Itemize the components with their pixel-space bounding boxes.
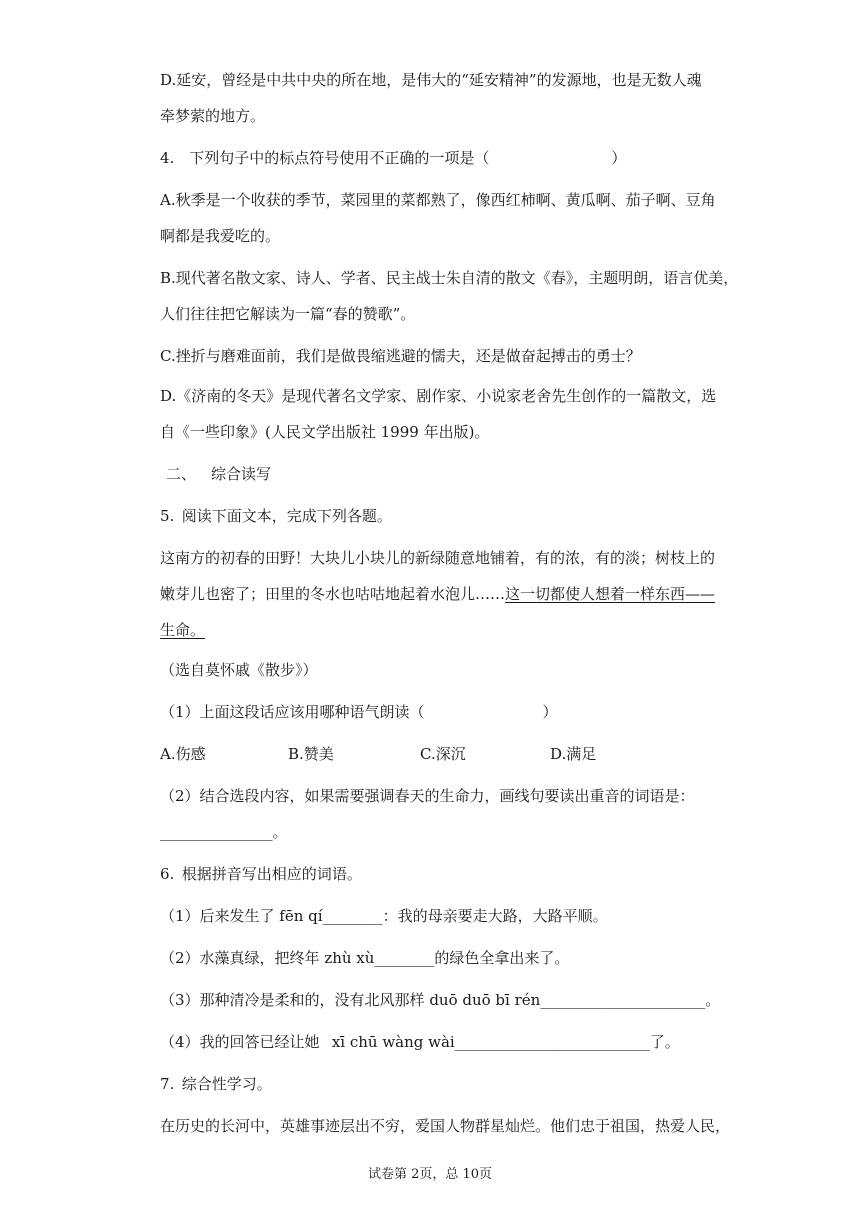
q4-stem-text: 4. 下列句子中的标点符号使用不正确的一项是（ [160, 149, 490, 167]
q7-stem: 7. 综合性学习。 [160, 1075, 272, 1093]
q5-sub2-blank: _______________。 [160, 823, 288, 841]
q5-sub1 [160, 702, 558, 722]
q6-item-2: （2）水藻真绿，把终年 zhù xù________的绿色全拿出来了。 [160, 949, 570, 967]
q5-passage-line1: 这南方的初春的田野！大块儿小块儿的新绿随意地铺着，有的浓，有的淡；树枝上的 [160, 549, 716, 567]
q6-stem: 6. 根据拼音写出相应的词语。 [160, 865, 362, 883]
q4-option-b-line2: 人们往往把它解读为一篇“春的赞歌”。 [160, 305, 416, 323]
q5-passage-underlined: 这一切都使人想着一样东西—— [505, 585, 716, 603]
q5-sub1-close: ） [542, 703, 558, 721]
q5-source: （选自莫怀戚《散步》） [160, 661, 318, 679]
q5-option-a: A.伤感 [160, 745, 206, 763]
q4-option-b-line1: B.现代著名散文家、诗人、学者、民主战士朱自清的散文《春》，主题明朗，语言优美， [160, 269, 739, 287]
q4-option-a-line2: 啊都是我爱吃的。 [160, 227, 281, 245]
q5-option-d: D.满足 [550, 745, 597, 763]
section-2-title: 二、 综合读写 [166, 465, 272, 483]
q5-option-b: B.赞美 [288, 745, 334, 763]
q3-option-d-line2: 牵梦萦的地方。 [160, 107, 266, 125]
q5-sub1-text: （1）上面这段话应该用哪种语气朗读（ [160, 703, 425, 721]
q5-option-c: C.深沉 [420, 745, 466, 763]
q6-item-1: （1）后来发生了 fēn qí________：我的母亲要走大路，大路平顺。 [160, 907, 608, 925]
q3-option-d-line1: D.延安，曾经是中共中央的所在地，是伟大的“延安精神”的发源地，也是无数人魂 [160, 71, 702, 89]
q4-option-c: C.挫折与磨难面前，我们是做畏缩逃避的懦夫，还是做奋起搏击的勇士？ [160, 347, 641, 365]
q5-options [160, 744, 596, 764]
q6-item-3: （3）那种清冷是柔和的，没有北风那样 duō duō bī rén______________________。 [160, 991, 721, 1009]
q7-passage-line1: 在历史的长河中，英雄事迹层出不穷，爱国人物群星灿烂。他们忠于祖国，热爱人民， [160, 1117, 731, 1135]
q4-stem-close: ） [611, 149, 627, 167]
q4-option-d-line1: D.《济南的冬天》是现代著名文学家、剧作家、小说家老舍先生创作的一篇散文，选 [160, 387, 717, 405]
q6-item-4: （4）我的回答已经让她 xī chū wàng wài__________________________了。 [160, 1033, 680, 1051]
q5-passage-plain: 嫩芽儿也密了；田里的冬水也咕咕地起着水泡儿…… [160, 585, 506, 603]
page-footer: 试卷第 2页，总 10页 [367, 1167, 493, 1182]
q4-stem [160, 148, 626, 168]
q5-passage-line3: 生命。 [160, 621, 206, 639]
q5-stem: 5. 阅读下面文本，完成下列各题。 [160, 507, 392, 525]
q4-option-a-line1: A.秋季是一个收获的季节，菜园里的菜都熟了，像西红柿啊、黄瓜啊、茄子啊、豆角 [160, 191, 716, 209]
q5-passage-line2 [160, 584, 715, 604]
q5-sub2: （2）结合选段内容，如果需要强调春天的生命力，画线句要读出重音的词语是： [160, 787, 695, 805]
q4-option-d-line2: 自《一些印象》(人民文学出版社 1999 年出版)。 [160, 423, 490, 441]
